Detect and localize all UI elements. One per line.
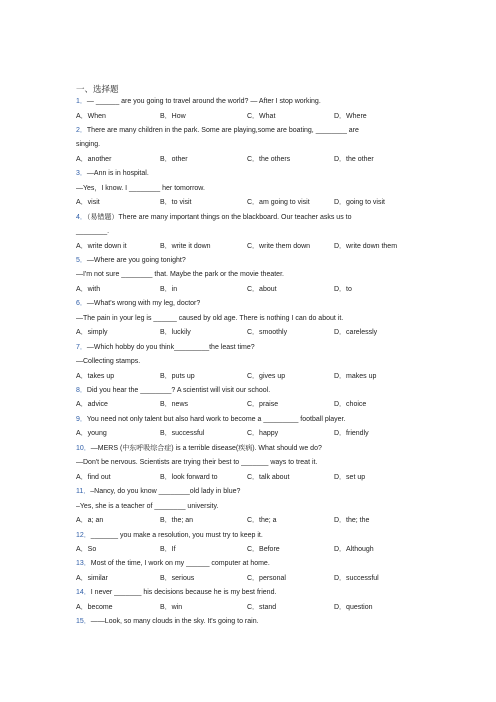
question-number: 12． xyxy=(76,531,91,539)
answer-option: C．happy xyxy=(247,430,279,438)
question-line xyxy=(76,357,140,367)
answer-options xyxy=(76,242,416,252)
answer-option: D．going to visit xyxy=(334,199,385,207)
answer-option: B．How xyxy=(160,112,186,120)
answer-option: C．stand xyxy=(247,603,277,611)
answer-option: B．in xyxy=(160,285,178,293)
answer-option: B．serious xyxy=(160,574,195,582)
question-stem xyxy=(76,444,322,454)
question-number: 11． xyxy=(76,488,91,496)
question-line xyxy=(76,502,218,512)
question-number: 3． xyxy=(76,170,87,178)
answer-option: D．Where xyxy=(334,112,367,120)
question-stem xyxy=(76,415,345,425)
answer-options xyxy=(76,603,416,613)
question-line xyxy=(76,270,284,280)
question-line xyxy=(76,458,317,468)
answer-option: B．win xyxy=(160,603,183,611)
question-number: 10． xyxy=(76,444,91,452)
answer-option: C．What xyxy=(247,112,276,120)
question-text: —MERS (中东呼吸综合症) is a terrible disease(疾病). What should we do? xyxy=(90,444,322,452)
question-text: —Collecting stamps. xyxy=(76,358,141,366)
answer-option: B．luckily xyxy=(160,329,191,337)
answer-option: D．makes up xyxy=(334,372,377,380)
question-text: ——Look, so many clouds in the sky. It's going to rain. xyxy=(90,618,259,626)
answer-option: A．young xyxy=(76,430,107,438)
section-title: 一、选择题 xyxy=(76,84,119,94)
question-text: —I'm not sure ________ that. Maybe the park or the movie theater. xyxy=(76,271,284,279)
question-text: –Nancy, do you know ________old lady in blue? xyxy=(90,488,241,496)
answer-option: C．gives up xyxy=(247,372,286,380)
answer-option: A．become xyxy=(76,603,113,611)
question-stem xyxy=(76,299,200,309)
answer-option: D．the; the xyxy=(334,517,370,524)
answer-option: A．So xyxy=(76,545,97,553)
answer-option: B．other xyxy=(160,155,188,163)
question-text: Did you hear the ________? A scientist will visit our school. xyxy=(86,387,271,394)
question-number: 5． xyxy=(76,256,87,264)
question-number: 8． xyxy=(76,387,87,394)
answer-options xyxy=(76,328,416,338)
answer-option: D．write down them xyxy=(334,242,398,250)
question-stem xyxy=(76,213,351,223)
question-text: —Don't be nervous. Scientists are trying their best to _______ ways to treat it. xyxy=(76,459,318,467)
question-text: There are many children in the park. Some are playing,some are boating, ________ are xyxy=(86,126,359,134)
question-text: （易错题）There are many important things on the blackboard. Our teacher asks us to xyxy=(86,213,352,221)
answer-option: B．the; an xyxy=(160,517,194,524)
answer-option: C．smoothly xyxy=(247,329,288,337)
question-stem xyxy=(76,386,270,396)
question-text: —Ann is in hospital. xyxy=(86,170,149,178)
question-line xyxy=(76,227,109,237)
question-stem xyxy=(76,97,321,107)
question-stem xyxy=(76,531,263,541)
answer-option: A．write down it xyxy=(76,242,127,250)
answer-options xyxy=(76,285,416,295)
question-line xyxy=(76,314,343,324)
question-text: I never _______ his decisions because he is my best friend. xyxy=(90,589,277,597)
question-line xyxy=(76,184,205,194)
answer-option: D．to xyxy=(334,285,352,293)
answer-option: A．similar xyxy=(76,574,108,582)
question-text: ________. xyxy=(76,228,110,235)
question-number: 9． xyxy=(76,415,87,423)
answer-option: C．write them down xyxy=(247,242,311,250)
answer-option: C．about xyxy=(247,285,277,293)
question-text: — ______ are you going to travel around the world? — After I stop working. xyxy=(86,98,321,105)
answer-option: A．advice xyxy=(76,401,108,409)
answer-option: C．praise xyxy=(247,401,279,409)
question-stem xyxy=(76,169,149,179)
question-text: —Where are you going tonight? xyxy=(86,256,186,264)
question-stem xyxy=(76,126,359,136)
question-text: —Yes，I know. I ________ her tomorrow. xyxy=(76,184,205,192)
answer-option: C．talk about xyxy=(247,473,290,481)
answer-option: D．carelessly xyxy=(334,329,378,337)
answer-option: C．Before xyxy=(247,545,280,553)
answer-option: D．choice xyxy=(334,401,367,409)
question-stem xyxy=(76,256,186,266)
answer-option: A．When xyxy=(76,112,106,120)
answer-options xyxy=(76,372,416,382)
question-text: singing. xyxy=(76,141,101,149)
question-text: —Which hobby do you think_________the least time? xyxy=(86,343,255,351)
answer-option: B．look forward to xyxy=(160,473,218,481)
answer-option: A．with xyxy=(76,285,101,293)
question-number: 6． xyxy=(76,300,87,308)
answer-option: D．set up xyxy=(334,473,366,481)
question-stem xyxy=(76,617,259,627)
answer-option: D．friendly xyxy=(334,430,369,438)
answer-option: C．personal xyxy=(247,574,286,582)
answer-option: B．If xyxy=(160,545,176,553)
question-stem xyxy=(76,487,240,497)
answer-option: B．news xyxy=(160,401,189,409)
answer-options xyxy=(76,400,416,410)
question-text: Most of the time, I work on my ______ computer at home. xyxy=(90,560,270,568)
question-number: 15． xyxy=(76,618,91,626)
question-text: –Yes, she is a teacher of ________ university. xyxy=(76,502,219,510)
answer-option: B．to visit xyxy=(160,199,192,207)
question-number: 14． xyxy=(76,589,91,597)
answer-options xyxy=(76,429,416,439)
answer-option: C．the; a xyxy=(247,517,277,524)
answer-option: A．find out xyxy=(76,473,111,481)
answer-option: A．visit xyxy=(76,199,100,207)
answer-options xyxy=(76,112,416,122)
answer-option: C．the others xyxy=(247,155,291,163)
question-stem xyxy=(76,588,276,598)
answer-option: A．takes up xyxy=(76,372,115,380)
question-stem xyxy=(76,343,255,353)
answer-option: B．successful xyxy=(160,430,205,438)
question-line xyxy=(76,140,100,150)
answer-options xyxy=(76,198,416,208)
question-number: 7． xyxy=(76,343,87,351)
question-text: —The pain in your leg is ______ caused by old age. There is nothing I can do about it. xyxy=(76,314,344,322)
answer-option: C．am going to visit xyxy=(247,199,310,207)
question-text: —What's wrong with my leg, doctor? xyxy=(86,300,201,308)
question-number: 2． xyxy=(76,126,87,134)
answer-options xyxy=(76,545,416,555)
answer-option: D．successful xyxy=(334,574,379,582)
answer-option: A．another xyxy=(76,155,112,163)
answer-option: D．the other xyxy=(334,155,374,163)
question-number: 1． xyxy=(76,98,87,105)
question-number: 13． xyxy=(76,560,91,568)
answer-options xyxy=(76,473,416,483)
answer-option: B．puts up xyxy=(160,372,195,380)
answer-option: D．Although xyxy=(334,545,374,553)
answer-option: B．write it down xyxy=(160,242,211,250)
answer-option: D．question xyxy=(334,603,373,611)
question-stem xyxy=(76,559,270,569)
answer-option: A．simply xyxy=(76,329,108,337)
question-text: You need not only talent but also hard work to become a _________ football player. xyxy=(86,415,346,423)
answer-options xyxy=(76,516,416,526)
answer-options xyxy=(76,574,416,584)
question-text: _______ you make a resolution, you must try to keep it. xyxy=(90,531,263,539)
question-number: 4． xyxy=(76,213,87,221)
answer-options xyxy=(76,155,416,165)
answer-option: A．a; an xyxy=(76,517,104,524)
